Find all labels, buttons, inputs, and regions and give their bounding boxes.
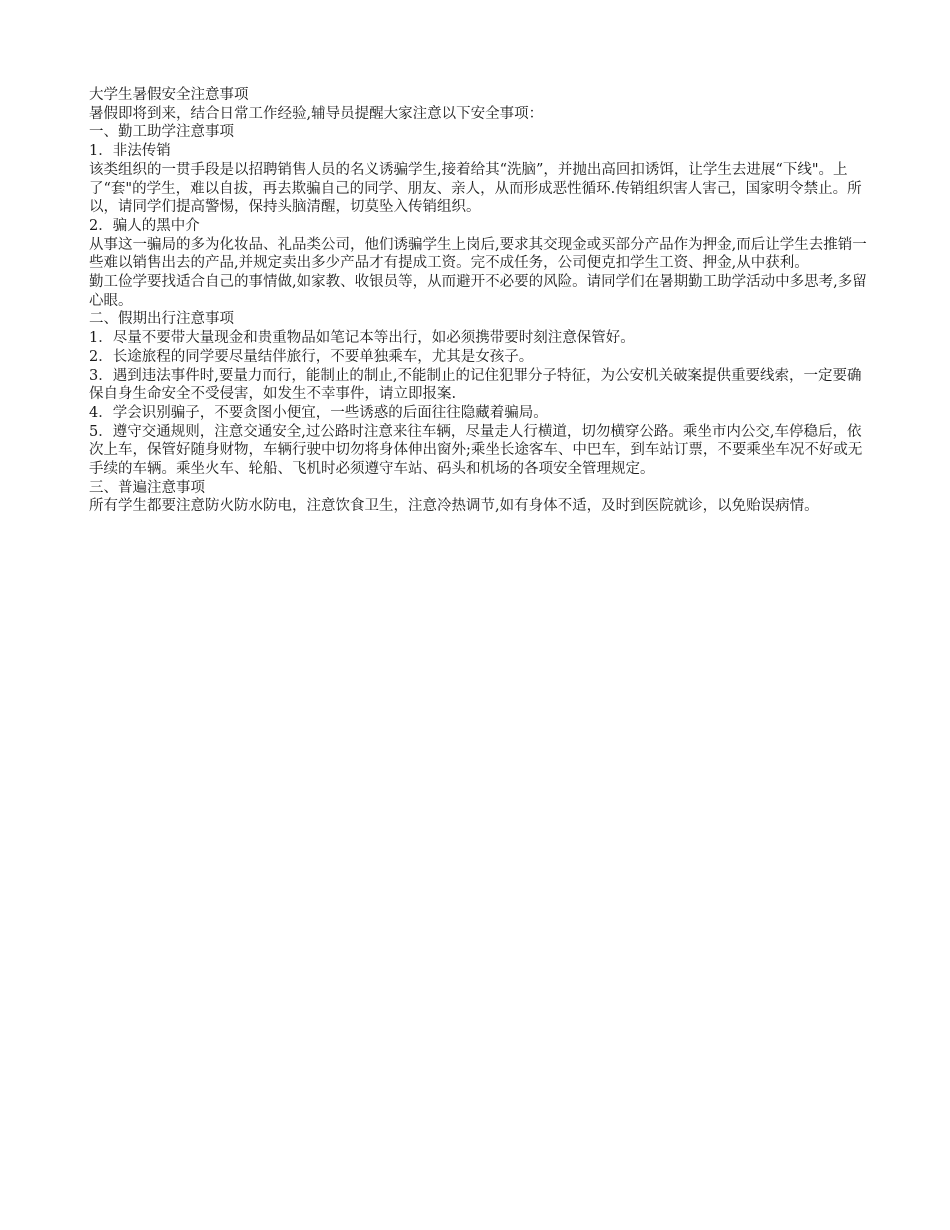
travel-item-2: 2．长途旅程的同学要尽量结伴旅行，不要单独乘车，尤其是女孩子。	[89, 348, 534, 365]
travel-item-1: 1．尽量不要带大量现金和贵重物品如笔记本等出行，如必须携带要时刻注意保管好。	[89, 330, 635, 347]
item-heading-illegal-pyramid: 1．非法传销	[89, 143, 171, 160]
section-heading-general: 三、普遍注意事项	[89, 479, 205, 496]
section-heading-travel: 二、假期出行注意事项	[89, 311, 234, 328]
paragraph-fake-agency: 从事这一骗局的多为化妆品、礼品类公司，他们诱骗学生上岗后,要求其交现金或买部分产品作为押金,而后让学生去推销一些难以销售出去的产品,并规定卖出多少产品才有提成工资。完不成任务，公司便克扣学生工资、押金,从中获利。	[89, 236, 867, 272]
document-title: 大学生暑假安全注意事项	[89, 87, 249, 103]
paragraph-illegal-pyramid: 该类组织的一贯手段是以招聘销售人员的名义诱骗学生,接着给其“洗脑”，并抛出高回扣诱饵，让学生去进展“下线"。上了“套"的学生，难以自拔，再去欺骗自己的同学、朋友、亲人，从而形成恶性循环.传销组织害人害己，国家明令禁止。所以，请同学们提高警惕，保持头脑清醒，切莫坠入传销组织。	[89, 161, 862, 216]
paragraph-general: 所有学生都要注意防火防水防电，注意饮食卫生，注意冷热调节,如有身体不适，及时到医院就诊，以免贻误病情。	[89, 498, 819, 515]
travel-item-5: 5．遵守交通规则，注意交通安全,过公路时注意来往车辆，尽量走人行横道，切勿横穿公路。乘坐市内公交,车停稳后，依次上车，保管好随身财物，车辆行驶中切勿将身体伸出窗外;乘坐长途客车、中巴车，到车站订票，不要乘坐车况不好或无手续的车辆。乘坐火车、轮船、飞机时必须遵守车站、码头和机场的各项安全管理规定。	[89, 423, 863, 478]
travel-item-3: 3．遇到违法事件时,要量力而行，能制止的制止,不能制止的记住犯罪分子特征，为公安机关破案提供重要线索，一定要确保自身生命安全不受侵害，如发生不幸事件，请立即报案.	[89, 367, 862, 403]
intro-paragraph: 暑假即将到来，结合日常工作经验,辅导员提醒大家注意以下安全事项：	[89, 105, 544, 122]
section-heading-work-study: 一、勤工助学注意事项	[89, 124, 234, 141]
document-body	[89, 86, 874, 516]
paragraph-work-study-advice: 勤工俭学要找适合自己的事情做,如家教、收银员等，从而避开不必要的风险。请同学们在暑期勤工助学活动中多思考,多留心眼。	[89, 274, 867, 309]
travel-item-4: 4．学会识别骗子，不要贪图小便宜，一些诱惑的后面往往隐藏着骗局。	[89, 404, 548, 421]
item-heading-fake-agency: 2．骗人的黑中介	[89, 217, 200, 234]
